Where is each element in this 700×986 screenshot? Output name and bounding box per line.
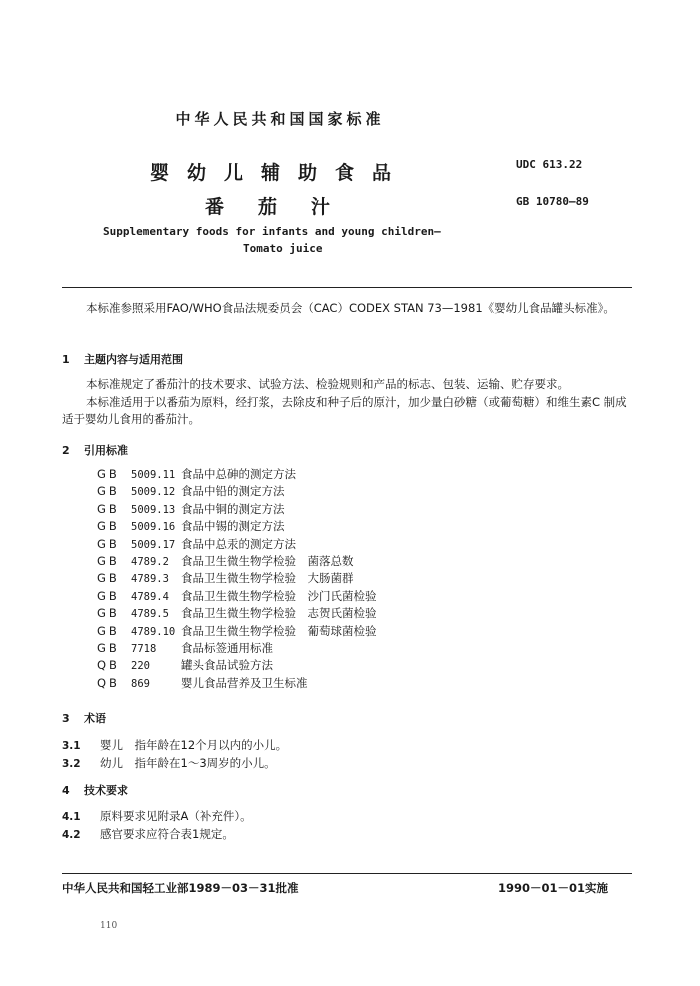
reference-title: 食品卫生微生物学检验 菌落总数	[181, 553, 354, 568]
definition-item	[62, 755, 276, 771]
reference-title: 食品中铜的测定方法	[181, 501, 285, 516]
section-4-heading	[62, 782, 128, 798]
section-1-title: 主题内容与适用范围	[84, 353, 183, 366]
definition-item	[62, 737, 287, 753]
reference-number: 4789.5	[131, 608, 169, 621]
reference-code: GB	[97, 519, 120, 534]
reference-number: 220	[131, 660, 150, 673]
item-number: 3.2	[62, 758, 81, 770]
item-text: 幼儿 指年龄在1～3周岁的小儿。	[100, 756, 276, 770]
reference-number: 5009.13	[131, 503, 176, 516]
reference-item	[97, 466, 377, 483]
english-title-line1: Supplementary foods for infants and young children—	[103, 225, 441, 238]
reference-code: GB	[97, 606, 120, 621]
reference-number: 5009.17	[131, 538, 176, 551]
reference-number: 5009.12	[131, 486, 176, 499]
reference-code: GB	[97, 640, 120, 655]
section-1-number: 1	[62, 353, 70, 366]
reference-item	[97, 605, 377, 622]
reference-title: 食品标签通用标准	[181, 640, 273, 655]
reference-item	[97, 501, 377, 518]
item-number: 4.1	[62, 811, 81, 823]
reference-item	[97, 483, 377, 500]
reference-code: GB	[97, 588, 120, 603]
reference-code: GB	[97, 484, 120, 499]
reference-title: 食品卫生微生物学检验 沙门氏菌检验	[181, 588, 377, 603]
item-text: 婴儿 指年龄在12个月以内的小儿。	[100, 738, 288, 752]
reference-number: 869	[131, 677, 150, 690]
standard-type-heading: 中华人民共和国国家标准	[175, 110, 385, 128]
reference-item	[97, 570, 377, 587]
section-2-title: 引用标准	[84, 444, 128, 457]
requirement-item	[62, 808, 252, 824]
reference-title: 食品卫生微生物学检验 大肠菌群	[181, 571, 354, 586]
item-number: 4.2	[62, 829, 81, 841]
intro-paragraph: 本标准参照采用FAO/WHO食品法规委员会（CAC）CODEX STAN 73—1981《婴幼儿食品罐头标准》。	[86, 301, 615, 315]
reference-code: GB	[97, 467, 120, 481]
reference-item	[97, 536, 377, 553]
reference-code: GB	[97, 571, 120, 586]
reference-item	[97, 553, 377, 570]
reference-number: 4789.3	[131, 573, 169, 586]
reference-code: GB	[97, 553, 120, 568]
reference-number: 5009.16	[131, 521, 176, 534]
item-number: 3.1	[62, 740, 81, 752]
english-title-line2: Tomato juice	[243, 242, 323, 255]
reference-item	[97, 675, 377, 692]
reference-item	[97, 588, 377, 605]
section-4-title: 技术要求	[84, 784, 128, 797]
section-1-paragraph-1: 本标准规定了番茄汁的技术要求、试验方法、检验规则和产品的标志、包装、运输、贮存要求。	[86, 377, 569, 391]
reference-title: 食品卫生微生物学检验 葡萄球菌检验	[181, 623, 377, 638]
section-3-number: 3	[62, 712, 70, 725]
reference-title: 食品中铅的测定方法	[181, 484, 285, 499]
requirement-item	[62, 826, 234, 842]
reference-list	[97, 466, 377, 692]
implementation-date: 1990－01－01实施	[498, 881, 609, 895]
section-3-title: 术语	[84, 712, 106, 725]
footer-divider	[62, 873, 632, 874]
reference-code: QB	[97, 658, 120, 673]
reference-code: QB	[97, 675, 120, 690]
reference-title: 食品中总汞的测定方法	[181, 536, 296, 551]
reference-code: GB	[97, 536, 120, 551]
reference-number: 7718	[131, 642, 157, 655]
approval-text: 中华人民共和国轻工业部1989－03－31批准	[62, 881, 299, 895]
item-text: 原料要求见附录A（补充件）。	[100, 809, 252, 823]
item-text: 感官要求应符合表1规定。	[100, 827, 234, 841]
section-2-heading	[62, 442, 128, 458]
page-number: 110	[100, 921, 118, 931]
section-3-heading	[62, 710, 106, 726]
section-4-number: 4	[62, 784, 70, 797]
reference-item	[97, 657, 377, 674]
reference-number: 4789.4	[131, 590, 169, 603]
reference-number: 4789.2	[131, 555, 169, 568]
reference-title: 婴儿食品营养及卫生标准	[181, 675, 308, 690]
reference-item	[97, 518, 377, 535]
reference-title: 罐头食品试验方法	[181, 658, 273, 673]
gb-number: GB 10780—89	[516, 195, 589, 208]
header-divider	[62, 287, 632, 288]
section-1-paragraph-2: 本标准适用于以番茄为原料，经打浆，去除皮和种子后的原汁，加少量白砂糖（或葡萄糖）和维生素C 制成适于婴幼儿食用的番茄汁。	[62, 395, 627, 426]
reference-code: GB	[97, 623, 120, 638]
reference-item	[97, 640, 377, 657]
udc-code: UDC 613.22	[516, 158, 583, 171]
chinese-title-line2: 番茄汁	[205, 196, 365, 218]
reference-title: 食品中锡的测定方法	[181, 519, 285, 534]
reference-title: 食品卫生微生物学检验 志贺氏菌检验	[181, 606, 377, 621]
reference-number: 5009.11	[131, 469, 176, 481]
section-1-heading	[62, 351, 183, 367]
section-2-number: 2	[62, 444, 70, 457]
chinese-title-line1: 婴幼儿辅助食品	[150, 162, 410, 184]
reference-title: 食品中总砷的测定方法	[181, 467, 296, 481]
reference-number: 4789.10	[131, 625, 176, 638]
reference-code: GB	[97, 501, 120, 516]
reference-item	[97, 623, 377, 640]
